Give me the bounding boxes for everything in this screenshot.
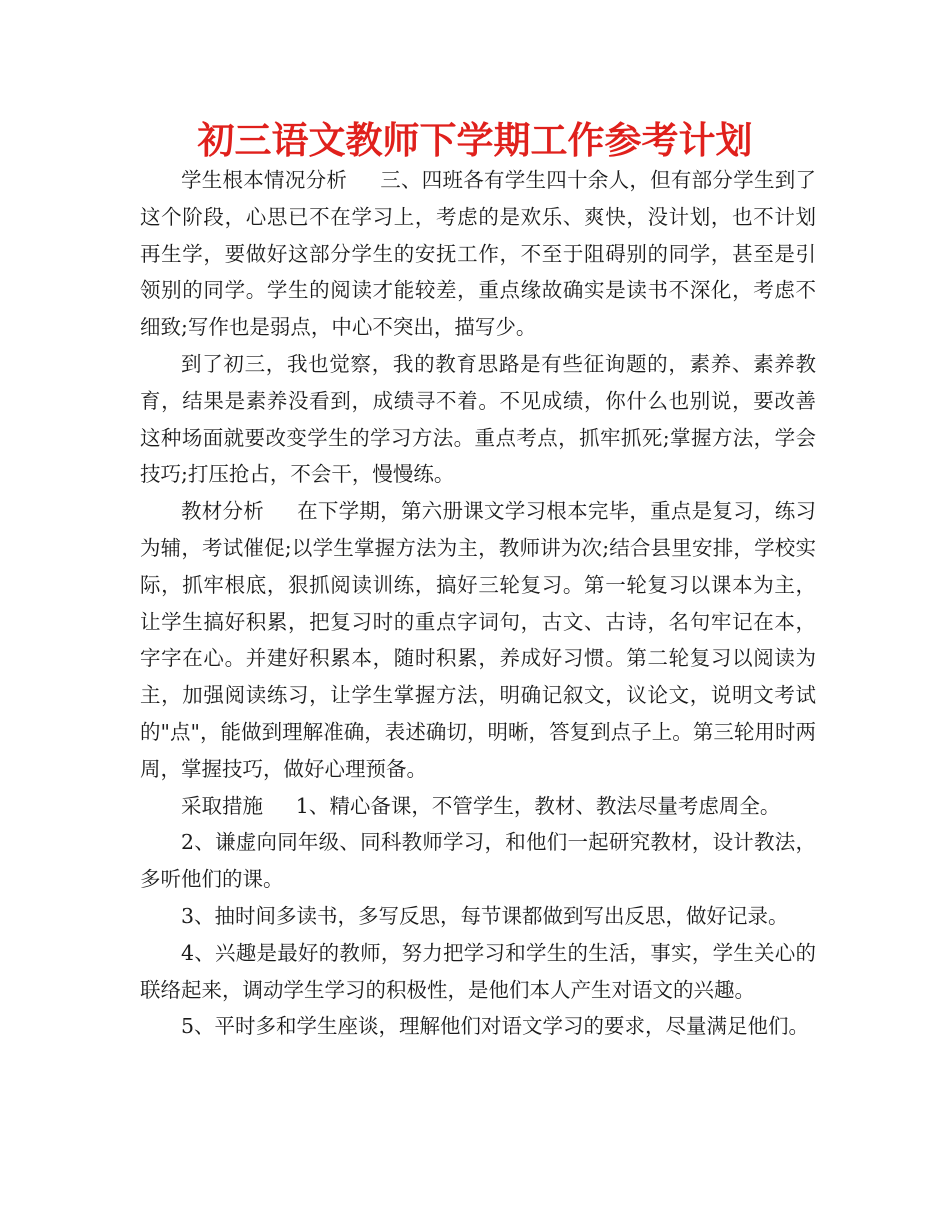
paragraph-text: 到了初三，我也觉察，我的教育思路是有些征询题的，素养、素养教育，结果是素养没看到，成绩寻不着。不见成绩，你什么也别说，要改善这种场面就要改变学生的学习方法。重点考点，抓牢抓死;掌握方法，学会技巧;打压抢占，不会干，慢慢练。 [140, 351, 816, 487]
document-body [140, 162, 816, 1045]
paragraph-measures [140, 788, 816, 825]
document-title: 初三语文教师下学期工作参考计划 [197, 119, 753, 162]
paragraph-text: 1、精心备课，不管学生，教材、教法尽量考虑周全。 [295, 793, 781, 818]
paragraph-text: 3、抽时间多读书，多写反思，每节课都做到写出反思，做好记录。 [181, 903, 789, 928]
paragraph-teaching-reflection [140, 346, 816, 493]
section-heading-student-situation: 学生根本情况分析 [181, 168, 348, 192]
paragraph-student-situation [140, 162, 816, 346]
paragraph-text: 三、四班各有学生四十余人，但有部分学生到了这个阶段，心思已不在学习上，考虑的是欢乐、爽快，没计划，也不计划再生学，要做好这部分学生的安抚工作，不至于阻碍别的同学，甚至是引领别的同学。学生的阅读才能较差，重点缘故确实是读书不深化，考虑不细致;写作也是弱点，中心不突出，描写少。 [140, 168, 816, 340]
paragraph-text: 5、平时多和学生座谈，理解他们对语文学习的要求，尽量满足他们。 [181, 1014, 810, 1039]
section-heading-textbook-analysis: 教材分析 [181, 499, 265, 524]
list-item-measure-4 [140, 935, 816, 1009]
list-item-measure-5 [140, 1008, 816, 1045]
list-item-measure-3 [140, 898, 816, 935]
paragraph-text: 2、谦虚向同年级、同科教师学习，和他们一起研究教材，设计教法，多听他们的课。 [140, 830, 816, 892]
paragraph-text: 在下学期，第六册课文学习根本完毕，重点是复习，练习为辅，考试催促;以学生掌握方法为主，教师讲为次;结合县里安排，学校实际，抓牢根底，狠抓阅读训练，搞好三轮复习。第一轮复习以课本为主，让学生搞好积累，把复习时的重点字词句，古文、古诗，名句牢记在本，字字在心。并建好积累本，随时积累，养成好习惯。第二轮复习以阅读为主，加强阅读练习，让学生掌握方法，明确记叙文，议论文，说明文考试的"点"，能做到理解准确，表述确切，明晰，答复到点子上。第三轮用时两周，掌握技巧，做好心理预备。 [140, 499, 816, 781]
section-heading-measures: 采取措施 [181, 793, 263, 818]
paragraph-textbook-analysis [140, 493, 816, 787]
list-item-measure-2 [140, 824, 816, 898]
paragraph-text: 4、兴趣是最好的教师，努力把学习和学生的生活，事实，学生关心的联络起来，调动学生学习的积极性，是他们本人产生对语文的兴趣。 [140, 940, 816, 1002]
